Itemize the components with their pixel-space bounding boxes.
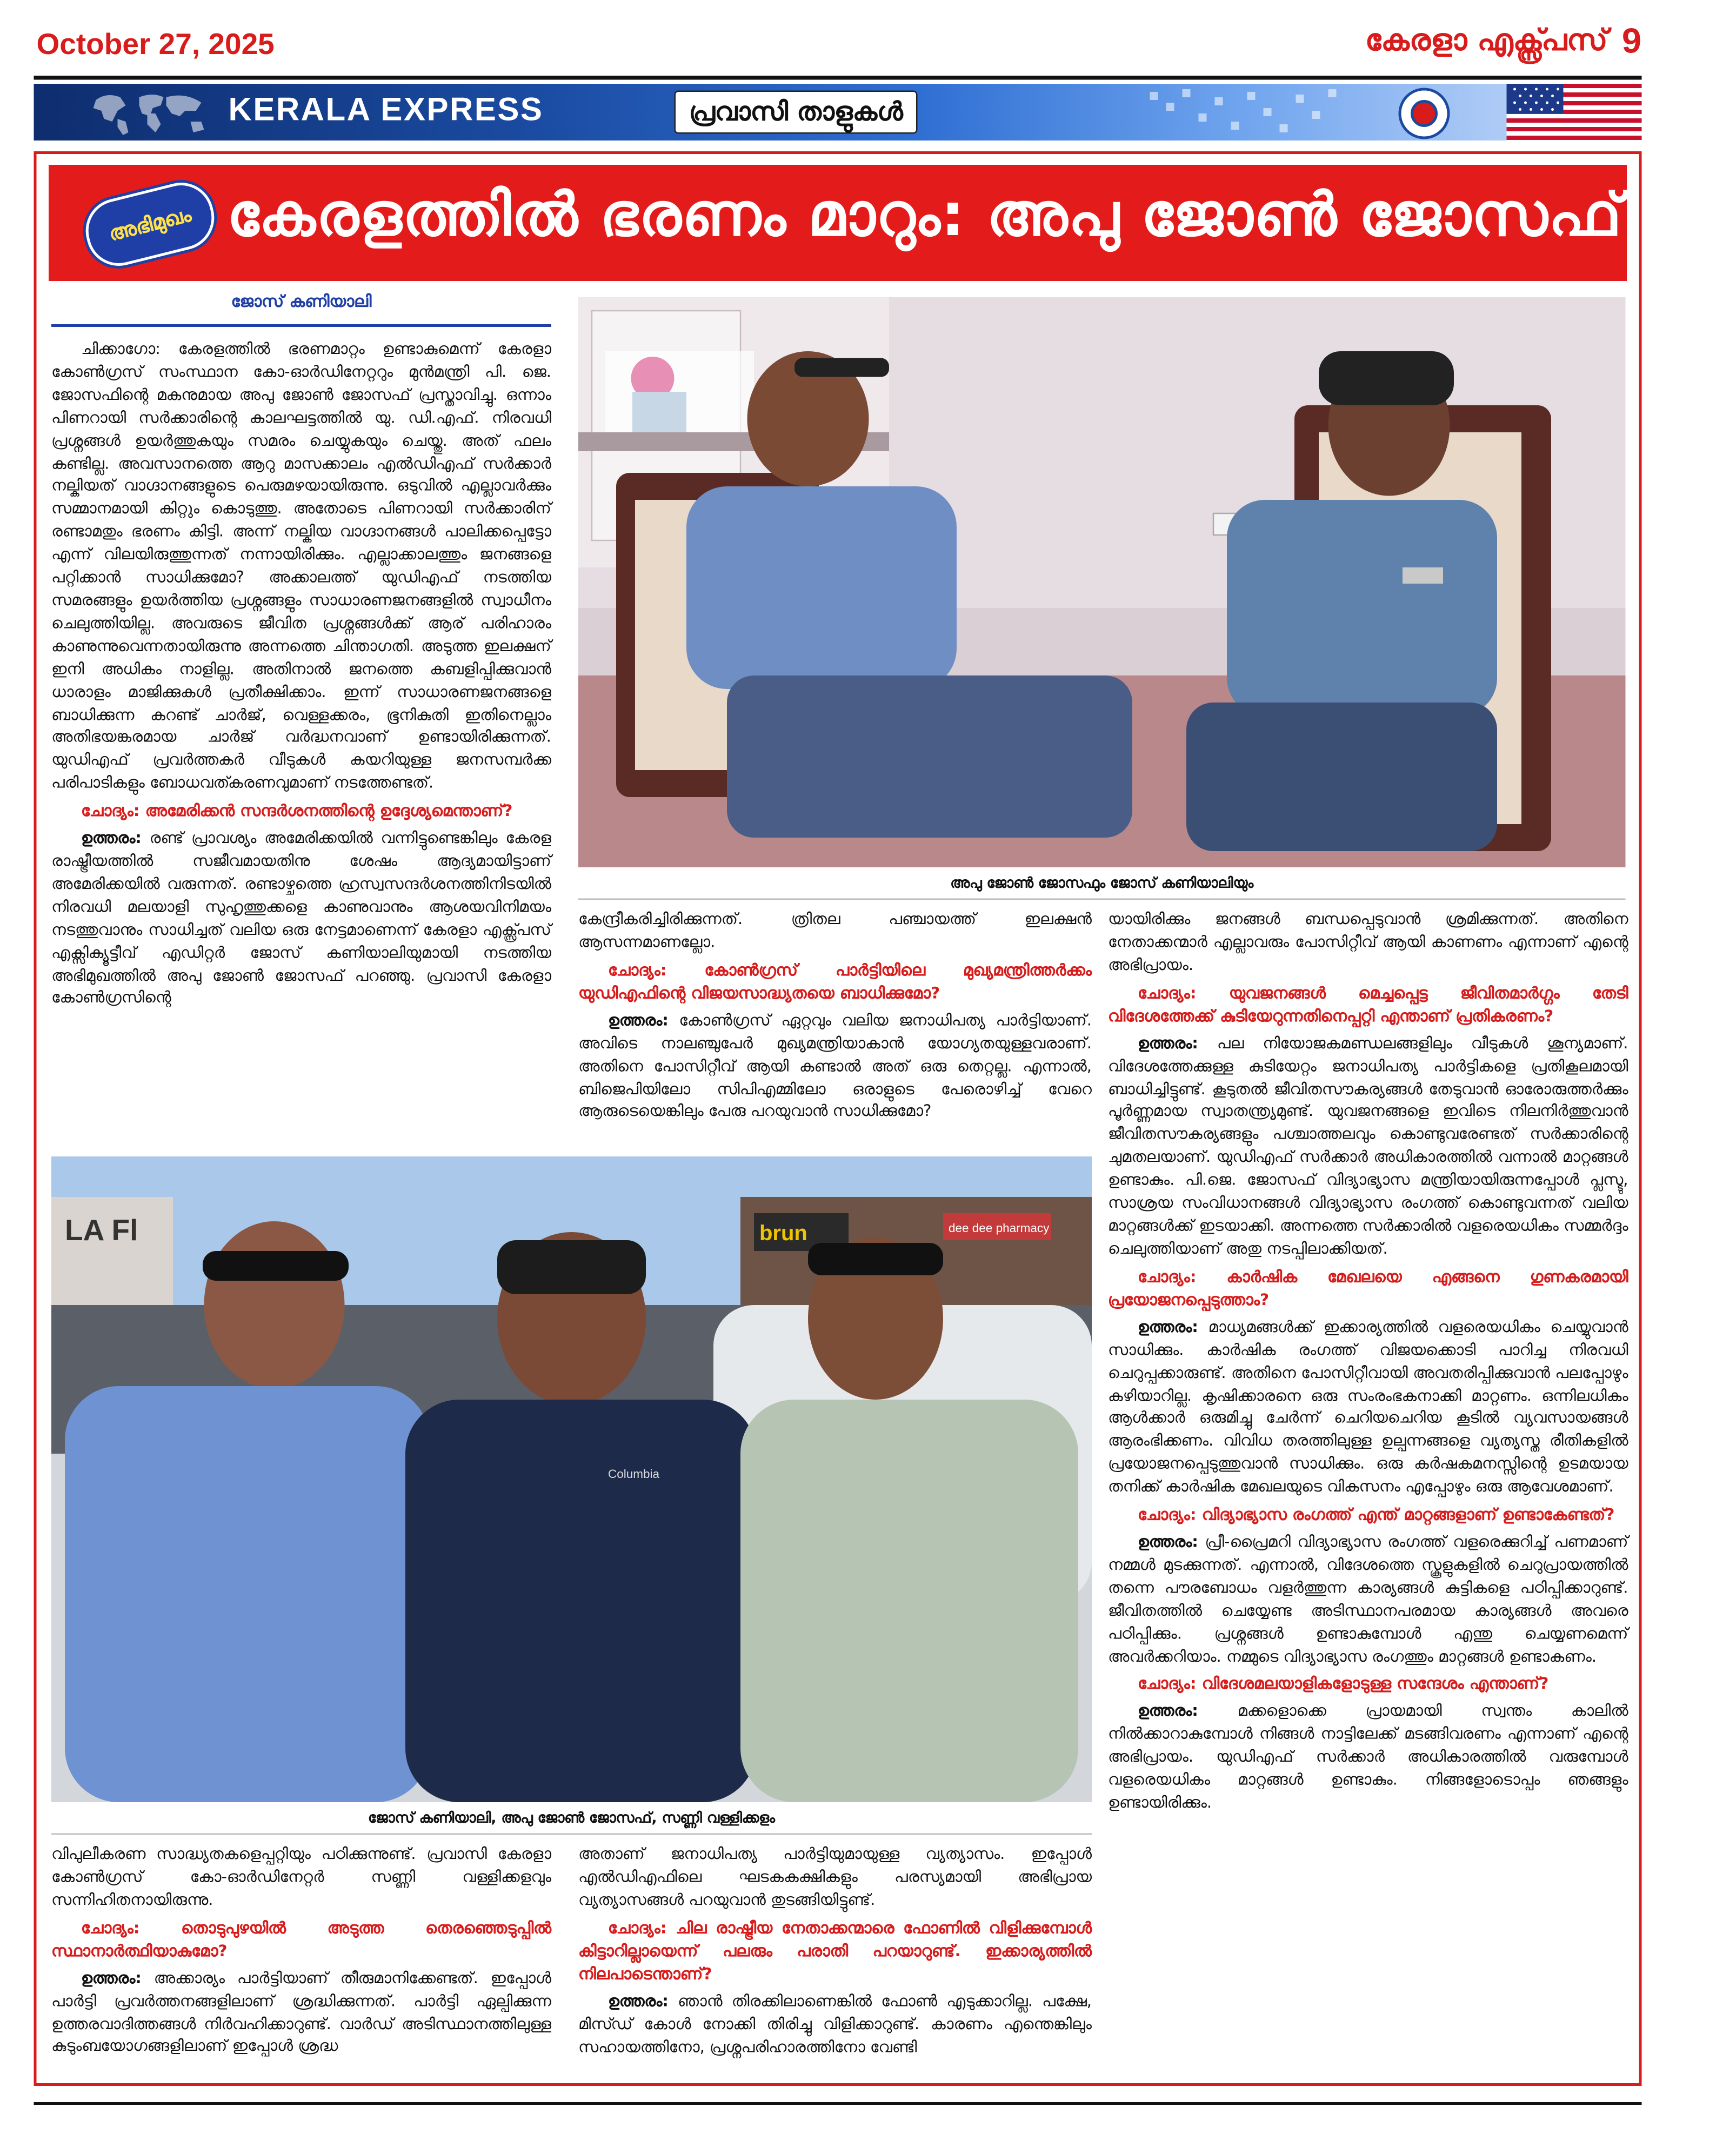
answer-6	[1108, 1315, 1628, 1498]
answer-1	[51, 827, 551, 1009]
question-5: ചോദ്യം: യുവജനങ്ങൾ മെച്ചപ്പെട്ട ജീവിതമാർഗ്ഗം തേടി വിദേശത്തേക്ക് കുടിയേറുന്നതിനെപ്പറ്റി എന്താണ് പ്രതികരണം?	[1108, 983, 1628, 1025]
jacket-logo: Columbia	[608, 1467, 660, 1481]
answer-2-text: അക്കാര്യം പാർട്ടിയാണ് തീരുമാനിക്കേണ്ടത്. ഇപ്പോൾ പാർട്ടി പ്രവർത്തനങ്ങളിലാണ് ശ്രദ്ധിക്കുന്നത്. പാർട്ടി ഏല്പിക്കുന്ന ഉത്തരവാദിത്തങ്ങൾ നിർവഹിക്കാറുണ്ട്. വാർഡ് അടിസ്ഥാനത്തിലുള്ള കുടുംബയോഗങ്ങളിലാണ് ഇപ്പോൾ ശ്രദ്ധ	[51, 1968, 551, 2056]
photo-group	[51, 1156, 1092, 1802]
answer-3-text: കോൺഗ്രസ് ഏറ്റവും വലിയ ജനാധിപത്യ പാർട്ടിയാണ്. അവിടെ നാലഞ്ചുപേർ മുഖ്യമന്ത്രിയാകാൻ യോഗ്യതയുള്ളവരാണ്. അതിനെ പോസിറ്റീവ് ആയി കണ്ടാൽ അത് ഒരു തെറ്റല്ല. എന്നാൽ, ബിജെപിയിലോ സിപിഎമ്മിലോ ഒരാളുടെ പേരൊഴിച്ച് വേറെ ആരുടെയെങ്കിലും പേരു പറയുവാൻ സാധിക്കുമോ?	[578, 1010, 1092, 1121]
column-lower-middle	[578, 1843, 1092, 2058]
photo-group-image	[51, 1156, 1092, 1802]
pixel-pattern	[1142, 84, 1345, 141]
photo-interview	[578, 297, 1626, 867]
us-flag-icon	[1507, 84, 1642, 141]
answer-5-text: പല നിയോജകമണ്ഡലങ്ങളിലും വീടുകൾ ശൂന്യമാണ്. വിദേശത്തേക്കുള്ള കുടിയേറ്റം ജനാധിപത്യ പാർട്ടികളെ പ്രതികൂലമായി ബാധിച്ചിട്ടുണ്ട്. കൂടുതൽ ജീവിതസൗകര്യങ്ങൾ തേടുവാൻ ഓരോരുത്തർക്കും പൂർണ്ണമായ സ്വാതന്ത്ര്യമുണ്ട്. യുവജനങ്ങളെ ഇവിടെ നിലനിർത്തുവാൻ ജീവിതസൗകര്യങ്ങളും പശ്ചാത്തലവും കൊണ്ടുവരേണ്ടത് സർക്കാരിന്റെ ചുമതലയാണ്. യുഡിഎഫ് സർക്കാർ അധികാരത്തിൽ വന്നാൽ മാറ്റങ്ങൾ ഉണ്ടാകും. പി.ജെ. ജോസഫ് വിദ്യാഭ്യാസ മന്ത്രിയായിരുന്നപ്പോൾ പ്ലസ്ടു, സാശ്രയ സംവിധാനങ്ങൾ വിദ്യാഭ്യാസ രംഗത്ത് കൊണ്ടുവന്നത് വലിയ മാറ്റങ്ങൾക്ക് ഇടയാക്കി. അന്നത്തെ സർക്കാരിൽ വളരെയധികം സമ്മർദ്ദം ചെലുത്തിയാണ് അതു നടപ്പിലാക്കിയത്.	[1108, 1033, 1628, 1258]
answer-label: ഉത്തരം:	[81, 828, 142, 847]
question-6: ചോദ്യം: കാർഷിക മേഖലയെ എങ്ങനെ ഗുണകരമായി പ്രയോജനപ്പെടുത്താം?	[1108, 1267, 1628, 1309]
headline: കേരളത്തിൽ ഭരണം മാറും: അപു ജോൺ ജോസഫ്	[227, 181, 1623, 250]
intro-paragraph: ചിക്കാഗോ: കേരളത്തിൽ ഭരണമാറ്റം ഉണ്ടാകുമെന്ന് കേരളാ കോൺഗ്രസ് സംസ്ഥാന കോ-ഓർഡിനേറ്ററും മുൻമന്ത്രി പി. ജെ. ജോസഫിന്റെ മകനുമായ അപു ജോൺ ജോസഫ് പ്രസ്താവിച്ചു. ഒന്നാം പിണറായി സർക്കാരിന്റെ കാലഘട്ടത്തിൽ യു. ഡി.എഫ്. നിരവധി പ്രശ്നങ്ങൾ ഉയർത്തുകയും സമരം ചെയ്യുകയും ചെയ്തു. അത് ഫലം കണ്ടില്ല. അവസാനത്തെ ആറു മാസക്കാലം എൽഡിഎഫ് സർക്കാർ നല്കിയത് വാഗ്ദാനങ്ങളുടെ പെരുമഴയായിരുന്നു. ഒടുവിൽ എല്ലാവർക്കും സമ്മാനമായി കിറ്റും കൊടുത്തു. അതോടെ പിണറായി സർക്കാരിന് രണ്ടാമതും ഭരണം കിട്ടി. അന്ന് നല്കിയ വാഗ്ദാനങ്ങൾ പാലിക്കപ്പെട്ടോ എന്ന് വിലയിരുത്തുന്നത് നന്നായിരിക്കും. എല്ലാക്കാലത്തും ജനങ്ങളെ പറ്റിക്കാൻ സാധിക്കുമോ? അക്കാലത്ത് യുഡിഎഫ് നടത്തിയ സമരങ്ങളും ഉയർത്തിയ പ്രശ്നങ്ങളും സാധാരണജനങ്ങളിൽ സ്വാധീനം ചെലുത്തിയില്ല. അവരുടെ ജീവിത പ്രശ്നങ്ങൾക്ക് ആര് പരിഹാരം കാണുന്നുവെന്നതായിരുന്നു അന്നത്തെ ചിന്താഗതി. അടുത്ത ഇലക്ഷന് ഇനി അധികം നാളില്ല. അതിനാൽ ജനത്തെ കബളിപ്പിക്കുവാൻ ധാരാളം മാജിക്കുകൾ പ്രതീക്ഷിക്കാം. ഇന്ന് സാധാരണജനങ്ങളെ ബാധിക്കുന്ന കറണ്ട് ചാർജ്, വെള്ളക്കരം, ഭൂനികുതി ഇതിനെല്ലാം അതിഭയങ്കരമായ ചാർജ് വർദ്ധനവാണ് ഉണ്ടായിരിക്കുന്നത്. യുഡിഎഫ് പ്രവർത്തകർ വീടുകൾ കയറിയുള്ള ജനസമ്പർക്ക പരിപാടികളും ബോധവത്കരണവുമാണ് നടത്തേണ്ടത്.	[51, 339, 551, 792]
question-3: ചോദ്യം: കോൺഗ്രസ് പാർട്ടിയിലെ മുഖ്യമന്ത്രിത്തർക്കം യുഡിഎഫിന്റെ വിജയസാദ്ധ്യതയെ ബാധിക്കുമോ?	[578, 960, 1092, 1002]
footer-rule	[34, 2102, 1642, 2105]
header-rule	[34, 76, 1642, 80]
caption-rule	[578, 899, 1626, 900]
answer-4-continued: യായിരിക്കും ജനങ്ങൾ ബന്ധപ്പെടുവാൻ ശ്രമിക്കുന്നത്. അതിനെ നേതാക്കന്മാർ എല്ലാവരും പോസിറ്റീവ് ആയി കാണണം എന്നാണ് എന്റെ അഭിപ്രായം.	[1108, 909, 1628, 974]
answer-3-continued: അതാണ് ജനാധിപത്യ പാർട്ടിയുമായുള്ള വ്യത്യാസം. ഇപ്പോൾ എൽഡിഎഫിലെ ഘടകകക്ഷികളും പരസ്യമായി അഭിപ്രായ വ്യത്യാസങ്ങൾ പറയുവാൻ തുടങ്ങിയിട്ടുണ്ട്.	[578, 1844, 1092, 1909]
emblem-seal-icon	[1399, 88, 1450, 139]
photo-interview-image	[578, 297, 1626, 867]
question-4: ചോദ്യം: ചില രാഷ്ട്രീയ നേതാക്കന്മാരെ ഫോണിൽ വിളിക്കുമ്പോൾ കിട്ടാറില്ലായെന്ന് പലരും പരാതി പറയാറുണ്ട്. ഇക്കാര്യത്തിൽ നിലപാടെന്താണ്?	[578, 1918, 1092, 1983]
answer-4	[578, 1990, 1092, 2058]
answer-label: ഉത്തരം:	[1138, 1033, 1198, 1052]
answer-label: ഉത്തരം:	[1138, 1316, 1198, 1336]
answer-label: ഉത്തരം:	[608, 1991, 669, 2010]
answer-2	[51, 1966, 551, 2058]
caption-top-photo: അപു ജോൺ ജോസഫും ജോസ് കണിയാലിയും	[950, 875, 1254, 892]
section-banner	[34, 84, 1642, 141]
world-map-icon	[88, 89, 210, 135]
page-number: 9	[1621, 20, 1641, 61]
answer-8	[1108, 1700, 1628, 1814]
answer-3	[578, 1009, 1092, 1123]
question-8: ചോദ്യം: വിദേശമലയാളികളോടുള്ള സന്ദേശം എന്താണ്?	[1138, 1674, 1549, 1694]
section-label: പ്രവാസി താളുകൾ	[675, 91, 918, 134]
column-lower-left	[51, 1843, 551, 2058]
answer-8-text: മക്കളൊക്കെ പ്രായമായി സ്വന്തം കാലിൽ നിൽക്കാറാകുമ്പോൾ നിങ്ങൾ നാട്ടിലേക്ക് മടങ്ങിവരണം എന്നാണ് എന്റെ അഭിപ്രായം. യുഡിഎഫ് സർക്കാർ അധികാരത്തിൽ വരുമ്പോൾ വളരെയധികം മാറ്റങ്ങൾ ഉണ്ടാകും. നിങ്ങളോടൊപ്പം ഞങ്ങളും ഉണ്ടായിരിക്കും.	[1108, 1701, 1628, 1812]
answer-label: ഉത്തരം:	[608, 1010, 669, 1029]
issue-date: October 27, 2025	[36, 27, 275, 61]
answer-1-text: രണ്ട് പ്രാവശ്യം അമേരിക്കയിൽ വന്നിട്ടുണ്ടെങ്കിലും കേരള രാഷ്ട്രീയത്തിൽ സജീവമായതിനു ശേഷം ആദ്യമായിട്ടാണ് അമേരിക്കയിൽ വരുന്നത്. രണ്ടാഴ്ചത്തെ ഹ്രസ്വസന്ദർശനത്തിനിടയിൽ നിരവധി മലയാളി സുഹൃത്തുക്കളെ കാണുവാനും ആശയവിനിമയം നടത്തുവാനും സാധിച്ചത് വലിയ ഒരു നേട്ടമാണെന്ന് കേരളാ എക്സ്പ്രസ് എക്സിക്യൂട്ടീവ് എഡിറ്റർ ജോസ് കണിയാലിയുമായി നടത്തിയ അഭിമുഖത്തിൽ അപു ജോൺ ജോസഫ് പറഞ്ഞു. പ്രവാസി കേരളാ കോൺഗ്രസിന്റെ	[51, 828, 551, 1007]
interview-badge: അഭിമുഖം	[79, 176, 221, 272]
answer-6-text: മാധ്യമങ്ങൾക്ക് ഇക്കാര്യത്തിൽ വളരെയധികം ചെയ്യുവാൻ സാധിക്കും. കാർഷിക രംഗത്ത് വിജയക്കൊടി പാറിച്ച നിരവധി ചെറുപ്പക്കാരുണ്ട്. അതിനെ പോസിറ്റീവായി അവതരിപ്പിക്കുവാൻ പലപ്പോഴും കഴിയാറില്ല. കൃഷിക്കാരനെ ഒരു സംരംഭകനാക്കി മാറ്റണം. ഒന്നിലധികം ആൾക്കാർ ഒരുമിച്ചു ചേർന്ന് ചെറിയചെറിയ കൂടിൽ വ്യവസായങ്ങൾ ആരംഭിക്കണം. വിവിധ തരത്തിലുള്ള ഉല്പന്നങ്ങളെ വ്യത്യസ്ത രീതികളിൽ പ്രയോജനപ്പെടുത്തുവാൻ സാധിക്കും. ഒരു കർഷകമനസ്സിന്റെ ഉടമയായ തനിക്ക് കാർഷിക മേഖലയുടെ വികസനം എപ്പോഴും ഒരു ആവേശമാണ്.	[1108, 1316, 1628, 1496]
answer-2-continued: കേന്ദ്രീകരിച്ചിരിക്കുന്നത്. ത്രിതല പഞ്ചായത്ത് ഇലക്ഷൻ ആസന്നമാണല്ലോ.	[578, 909, 1092, 951]
question-2: ചോദ്യം: തൊടുപുഴയിൽ അടുത്ത തെരഞ്ഞെടുപ്പിൽ സ്ഥാനാർത്ഥിയാകുമോ?	[51, 1918, 551, 1960]
answer-label: ഉത്തരം:	[81, 1968, 142, 1987]
answer-7	[1108, 1531, 1628, 1668]
column-right	[1108, 908, 1628, 1815]
answer-1-continued: വിപുലീകരണ സാദ്ധ്യതകളെപ്പറ്റിയും പഠിക്കുന്നുണ്ട്. പ്രവാസി കേരളാ കോൺഗ്രസ് കോ-ഓർഡിനേറ്റർ സണ്ണി വള്ളിക്കളവും സന്നിഹിതനായിരുന്നു.	[51, 1844, 551, 1909]
column-middle	[578, 908, 1092, 1123]
answer-7-text: പ്രീ-പ്രൈമറി വിദ്യാഭ്യാസ രംഗത്ത് വളരെക്കുറിച്ച് പണമാണ് നമ്മൾ മുടക്കുന്നത്. എന്നാൽ, വിദേശത്തെ സ്കൂളുകളിൽ ചെറുപ്രായത്തിൽ തന്നെ പൗരബോധം വളർത്തുന്ന കാര്യങ്ങൾ കുട്ടികളെ പഠിപ്പിക്കാറുണ്ട്. ജീവിതത്തിൽ ചെയ്യേണ്ട അടിസ്ഥാനപരമായ കാര്യങ്ങൾ അവരെ പഠിപ്പിക്കും. പ്രശ്നങ്ങൾ ഉണ്ടാകുമ്പോൾ എന്തു ചെയ്യണമെന്ന് അവർക്കറിയാം. നമ്മുടെ വിദ്യാഭ്യാസ രംഗത്തും മാറ്റങ്ങൾ ഉണ്ടാകണം.	[1108, 1532, 1628, 1665]
caption-rule-bottom	[51, 1834, 1092, 1835]
caption-bottom-photo: ജോസ് കണിയാലി, അപു ജോൺ ജോസഫ്, സണ്ണി വള്ളിക്കളം	[368, 1810, 775, 1827]
byline-rule	[51, 324, 551, 327]
column-intro	[51, 338, 551, 1009]
brand-name: KERALA EXPRESS	[228, 92, 544, 129]
answer-5	[1108, 1032, 1628, 1260]
question-1: ചോദ്യം: അമേരിക്കൻ സന്ദർശനത്തിന്റെ ഉദ്ദേശ്യമെന്താണ്?	[81, 801, 513, 820]
answer-label: ഉത്തരം:	[1138, 1532, 1198, 1551]
answer-4-text: ഞാൻ തിരക്കിലാണെങ്കിൽ ഫോൺ എടുക്കാറില്ല. പക്ഷേ, മിസ്ഡ് കോൾ നോക്കി തിരിച്ചു വിളിക്കാറുണ്ട്. കാരണം എന്തെങ്കിലും സഹായത്തിനോ, പ്രശ്നപരിഹാരത്തിനോ വേണ്ടി	[578, 1991, 1092, 2056]
store-sign-bruegger: brun	[759, 1221, 807, 1245]
masthead-malayalam: കേരളാ എക്സ്പ്രസ്	[1365, 24, 1608, 58]
store-sign-pharmacy: dee dee pharmacy	[949, 1221, 1050, 1235]
question-7: ചോദ്യം: വിദ്യാഭ്യാസ രംഗത്ത് എന്ത് മാറ്റങ്ങളാണ് ഉണ്ടാകേണ്ടത്?	[1138, 1505, 1615, 1524]
byline: ജോസ് കണിയാലി	[231, 292, 372, 311]
store-sign-la-fitness: LA Fl	[65, 1213, 138, 1247]
answer-label: ഉത്തരം:	[1138, 1701, 1198, 1721]
